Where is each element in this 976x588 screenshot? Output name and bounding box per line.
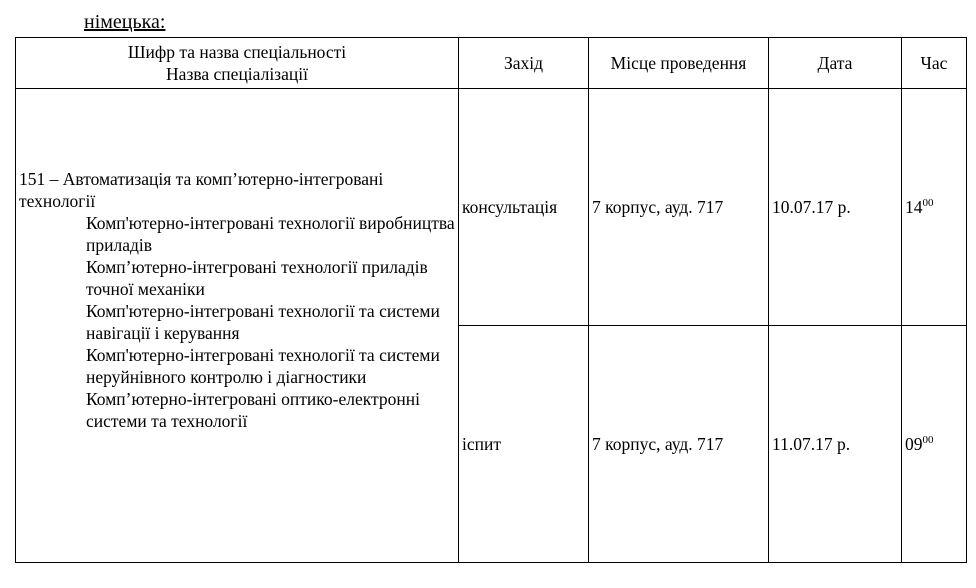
- header-specialty-line1: Шифр та назва спеціальності: [127, 42, 347, 62]
- header-place: Місце проведення: [589, 38, 769, 89]
- time-cell: [902, 89, 967, 326]
- time-minutes: 00: [922, 197, 934, 210]
- header-event: Захід: [459, 38, 589, 89]
- table-row: [16, 89, 967, 326]
- header-time: Час: [902, 38, 967, 89]
- specialization-item: Комп’ютерно-інтегровані оптико-електронні системи та технології: [86, 389, 420, 431]
- specialization-item: Комп'ютерно-інтегровані технології виробництва приладів: [86, 213, 455, 255]
- specialization-list: [19, 212, 455, 432]
- header-specialty: [16, 38, 459, 89]
- specialization-item: Комп'ютерно-інтегровані технології та системи навігації і керування: [86, 301, 440, 343]
- place-cell: 7 корпус, ауд. 717: [589, 89, 769, 326]
- specialization-item: Комп’ютерно-інтегровані технології приладів точної механіки: [86, 257, 428, 299]
- place-cell: 7 корпус, ауд. 717: [589, 326, 769, 563]
- specialty-title: 151 – Автоматизація та комп’ютерно-інтегровані технології: [19, 169, 384, 211]
- header-date: Дата: [769, 38, 902, 89]
- date-cell: 10.07.17 р.: [769, 89, 902, 326]
- time-hour: 14: [905, 197, 923, 217]
- header-specialty-line2: Назва спеціалізації: [166, 64, 308, 84]
- time-minutes: 00: [922, 434, 934, 447]
- table-header-row: [16, 38, 967, 89]
- specialty-cell: [16, 89, 459, 563]
- section-heading: німецька:: [84, 11, 166, 33]
- time-cell: [902, 326, 967, 563]
- specialization-item: Комп'ютерно-інтегровані технології та системи неруйнівного контролю і діагностики: [86, 345, 440, 387]
- event-cell: іспит: [459, 326, 589, 563]
- event-cell: консультація: [459, 89, 589, 326]
- time-hour: 09: [905, 434, 923, 454]
- date-cell: 11.07.17 р.: [769, 326, 902, 563]
- exam-schedule-table: [15, 37, 967, 563]
